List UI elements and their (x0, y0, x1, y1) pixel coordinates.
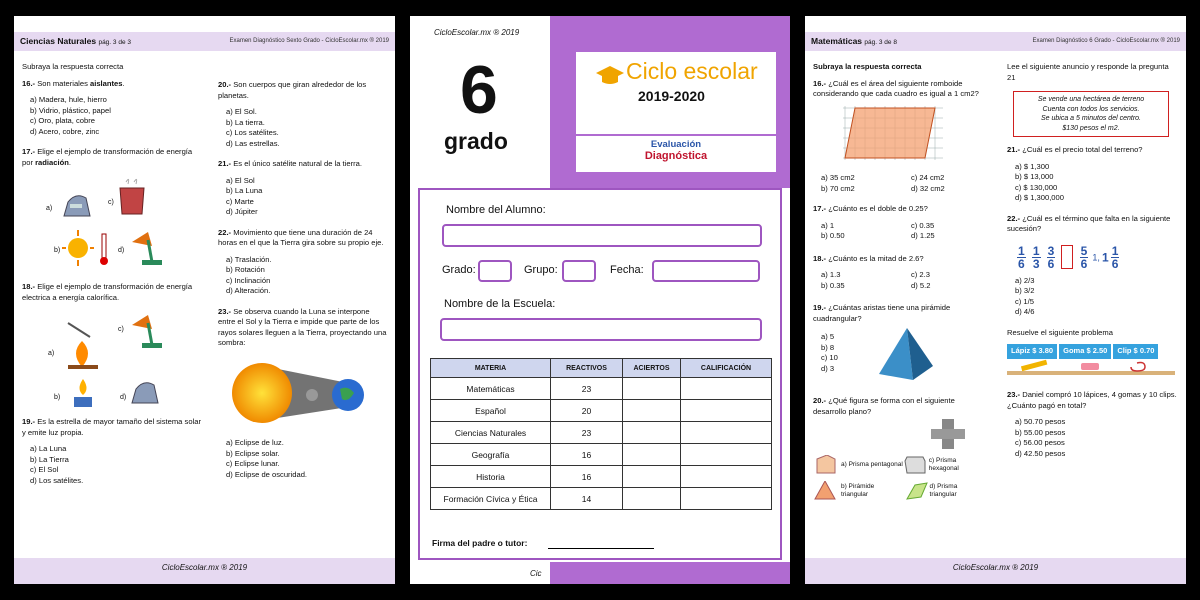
option[interactable]: a) 50.70 pesos (1015, 417, 1066, 426)
option[interactable]: c) Marte (226, 196, 254, 206)
options-21 (218, 176, 388, 218)
student-label: Nombre del Alumno: (446, 204, 546, 216)
question-16: 16.- ¿Cuál es el área del siguiente romboide considerando que cada cuadro es igual a 1 cm2? (813, 78, 979, 98)
grade-word: grado (444, 128, 508, 154)
option[interactable]: b) $ 13,000 (1015, 172, 1054, 181)
options-22 (1007, 276, 1177, 318)
ad-line: Se vende una hectárea de terreno (1037, 96, 1145, 103)
cell: 20 (551, 400, 623, 422)
price-tag: Goma $ 2.50 (1059, 344, 1111, 359)
cell[interactable] (681, 400, 772, 422)
burner-icon (68, 375, 98, 409)
iron-icon (128, 375, 162, 409)
campfire-icon (60, 319, 104, 371)
cell[interactable] (623, 444, 681, 466)
question-17: 17.- Elige el ejemplo de transformación de energía por radiación. (22, 147, 193, 167)
group-label: Grupo: (524, 264, 558, 276)
exam-info: Examen Diagnóstico 6 Grado - CicloEscolar.mx ® 2019 (1032, 38, 1180, 44)
option[interactable]: d) Los satélites. (30, 475, 84, 485)
grade-number: 6 (460, 52, 498, 128)
q18-images (22, 305, 202, 417)
cell: Historia (431, 466, 551, 488)
problem-intro: Resuelve el siguiente problema (1007, 327, 1113, 337)
option[interactable]: b) 3/2 (1015, 286, 1035, 295)
cell[interactable] (623, 400, 681, 422)
table-header: REACTIVOS (551, 359, 623, 378)
pentagonal-prism-icon (813, 455, 839, 475)
option[interactable]: b) Rotación (226, 265, 265, 274)
cell: 16 (551, 444, 623, 466)
right-column (1007, 62, 1177, 469)
label: b) (54, 247, 61, 254)
whole-number: 1, (1092, 251, 1100, 262)
option[interactable]: d) Prisma triangular (903, 481, 983, 501)
cell[interactable] (681, 444, 772, 466)
option[interactable]: d) Júpiter (226, 207, 258, 216)
hexagonal-prism-icon (903, 455, 927, 475)
lamp-icon (126, 228, 166, 268)
options-19 (821, 332, 838, 374)
price-tag: Lápiz $ 3.80 (1007, 344, 1057, 359)
table-header: ACIERTOS (623, 359, 681, 378)
option[interactable]: c) 0.35 (911, 220, 935, 230)
pyramid-icon (873, 326, 937, 382)
option[interactable]: b) La Luna (226, 186, 263, 195)
fraction: $\frac{3}{6}$ (1047, 243, 1055, 271)
option[interactable]: a) El Sol (226, 175, 255, 185)
table-header: MATERIA (431, 359, 551, 378)
question-21: 21.- Es el único satélite natural de la tierra. (218, 159, 362, 168)
footer-partial: Cic (530, 569, 542, 578)
evaluation-box (576, 136, 776, 172)
table-row (431, 400, 772, 422)
option[interactable]: a) 1 (821, 220, 835, 230)
sun-thermometer-icon (62, 228, 112, 268)
price-tags (1007, 344, 1177, 359)
group-field[interactable] (562, 260, 596, 282)
cell[interactable] (681, 378, 772, 400)
option[interactable]: b) 55.00 pesos (1015, 427, 1066, 437)
question-20: 20.- Son cuerpos que giran alrededor de los planetas. (218, 80, 367, 100)
label: a) (48, 350, 55, 357)
triangular-pyramid-icon (813, 481, 839, 501)
fraction-sequence (1015, 245, 1177, 270)
left-column (813, 62, 979, 501)
options-16 (821, 173, 979, 194)
option[interactable]: d) 32 cm2 (911, 183, 945, 193)
date-field[interactable] (652, 260, 760, 282)
triangular-prism-icon (903, 481, 928, 501)
logo-text: Ciclo escolar (626, 58, 758, 84)
options-23 (218, 438, 388, 480)
question-18: 18.- ¿Cuánto es la mitad de 2.6? (813, 253, 924, 263)
cell[interactable] (623, 378, 681, 400)
option[interactable]: c) 56.00 pesos (1015, 438, 1065, 447)
cell: 14 (551, 488, 623, 510)
cell: Matemáticas (431, 378, 551, 400)
whole-number: 1 (1102, 249, 1109, 264)
lamp-icon (126, 311, 166, 351)
cell: Ciencias Naturales (431, 422, 551, 444)
cell: 23 (551, 422, 623, 444)
student-name-field[interactable] (442, 224, 762, 247)
option[interactable]: a) La Luna (30, 444, 67, 453)
purple-footer (550, 562, 790, 584)
option[interactable]: b) Eclipse solar. (226, 448, 280, 458)
q17-images (22, 170, 202, 282)
label: b) (54, 394, 61, 401)
cell[interactable] (681, 422, 772, 444)
cell: 16 (551, 466, 623, 488)
label: c) (108, 199, 114, 206)
missing-term-box[interactable] (1061, 245, 1073, 269)
option[interactable]: a) 1.3 (821, 270, 841, 279)
option[interactable]: d) 4/6 (1015, 307, 1035, 316)
question-18: 18.- Elige el ejemplo de transformación de energía electrica a energía calorífica. (22, 282, 193, 302)
student-form (418, 188, 782, 560)
question-23: 23.- Daniel compró 10 lápices, 4 gomas y 10 clips. ¿Cuánto pagó en total? (1007, 390, 1177, 410)
table-row (431, 488, 772, 510)
option[interactable]: c) $ 130,000 (1015, 182, 1058, 192)
table-row (431, 378, 772, 400)
option[interactable]: b) La tierra. (226, 117, 265, 127)
options-20 (218, 107, 388, 149)
cell: 23 (551, 378, 623, 400)
school-label: Nombre de la Escuela: (444, 298, 556, 310)
cell: Formación Cívica y Ética (431, 488, 551, 510)
logo-box (576, 52, 776, 134)
question-19: 19.- ¿Cuántas aristas tiene una pirámide cuadrangular? (813, 303, 951, 323)
q19-block (813, 326, 979, 386)
option[interactable]: c) 2.3 (911, 270, 930, 279)
solar-eclipse-icon (228, 355, 378, 429)
score-table (430, 358, 772, 510)
option[interactable]: b) 0.35 (821, 280, 845, 290)
ad-intro: Lee el siguiente anuncio y responde la pregunta 21 (1007, 62, 1169, 82)
cell[interactable] (681, 488, 772, 510)
table-row (431, 444, 772, 466)
option[interactable]: d) Acero, cobre, zinc (30, 126, 100, 136)
option[interactable]: d) 42.50 pesos (1015, 448, 1066, 458)
option[interactable]: a) $ 1,300 (1015, 161, 1050, 171)
cover-page (410, 16, 790, 584)
option[interactable]: c) 1/5 (1015, 296, 1034, 306)
question-20: 20.- ¿Qué figura se forma con el siguiente desarrollo plano? (813, 396, 955, 416)
graduation-cap-icon (596, 64, 624, 86)
eval-line2: Diagnóstica (644, 150, 708, 162)
fraction: $\frac{1}{3}$ (1032, 243, 1040, 271)
option[interactable]: a) Madera, hule, hierro (30, 95, 107, 104)
right-column (218, 80, 388, 490)
option[interactable]: b) 70 cm2 (821, 183, 855, 193)
label: d) (118, 247, 125, 254)
option[interactable]: a) 5 (821, 332, 835, 341)
label: c) (118, 326, 124, 333)
page-header (805, 16, 1186, 51)
pot-icon (116, 176, 148, 220)
fraction: $\frac{1}{6}$ (1018, 243, 1025, 271)
question-21: 21.- ¿Cuál es el precio total del terreno? (1007, 145, 1143, 154)
date-label: Fecha: (610, 264, 644, 276)
option[interactable]: a) Prisma pentagonal (813, 455, 903, 475)
question-16: 16.- Son materiales aislantes. (22, 78, 125, 88)
option[interactable]: c) Inclinación (226, 275, 271, 285)
cell[interactable] (623, 422, 681, 444)
label: d) (120, 394, 127, 401)
options-22 (218, 255, 388, 297)
instruction: Subraya la respuesta correcta (22, 62, 124, 71)
option[interactable]: c) Prisma hexagonal (903, 455, 983, 475)
option[interactable]: c) Los satélites. (226, 128, 279, 137)
cell[interactable] (623, 488, 681, 510)
option[interactable]: d) 1.25 (911, 231, 935, 240)
option[interactable]: a) 35 cm2 (821, 173, 855, 182)
page-footer: CicloEscolar.mx ® 2019 (805, 558, 1186, 584)
options-16 (22, 95, 202, 137)
option[interactable]: c) Oro, plata, cobre (30, 116, 95, 125)
grade-label: Grado: (442, 264, 476, 276)
option[interactable]: b) Vidrio, plástico, papel (30, 105, 111, 115)
ad-line: Se ubica a 5 minutos del centro. (1040, 115, 1141, 122)
school-name-field[interactable] (440, 318, 762, 341)
option[interactable]: d) $ 1,300,000 (1015, 193, 1064, 202)
iron-icon (60, 188, 94, 222)
options-18 (821, 270, 979, 291)
eval-line1: Evaluación (650, 139, 702, 150)
subject-title: Matemáticas pág. 3 de 8 (811, 36, 897, 46)
option[interactable]: d) 3 (821, 363, 835, 373)
cell[interactable] (681, 466, 772, 488)
option[interactable]: d) Eclipse de oscuridad. (226, 469, 308, 479)
options-23 (1007, 417, 1177, 459)
option[interactable]: c) 10 (821, 353, 838, 362)
question-19: 19.- Es la estrella de mayor tamaño del sistema solar y emite luz propia. (22, 417, 201, 437)
school-years: 2019-2020 (638, 88, 705, 104)
table-header: CALIFICACIÓN (681, 359, 772, 378)
options-17 (821, 221, 979, 242)
cell: Español (431, 400, 551, 422)
cell[interactable] (623, 466, 681, 488)
option[interactable]: a) 2/3 (1015, 275, 1035, 285)
rhomboid-grid-icon (843, 106, 943, 162)
exam-info: Examen Diagnóstico Sexto Grado - CicloEscolar.mx ® 2019 (229, 38, 389, 44)
option[interactable]: a) El Sol. (226, 107, 257, 116)
signature-label: Firma del padre o tutor: (432, 538, 528, 548)
option[interactable]: a) Traslación. (226, 254, 272, 264)
left-column (22, 62, 202, 496)
fraction: $\frac{1}{6}$ (1111, 243, 1119, 271)
options-20 (813, 455, 979, 501)
page-footer: CicloEscolar.mx ® 2019 (14, 558, 395, 584)
science-page (14, 16, 395, 584)
option[interactable]: b) La Tierra (30, 454, 69, 464)
option[interactable]: c) 24 cm2 (911, 173, 945, 182)
math-page (805, 16, 1186, 584)
table-row (431, 422, 772, 444)
option[interactable]: d) 5.2 (911, 280, 931, 290)
plane-net-icon (931, 419, 965, 449)
subject-title: Ciencias Naturales pág. 3 de 3 (20, 36, 131, 46)
land-ad (1013, 91, 1169, 137)
cell: Geografía (431, 444, 551, 466)
option[interactable]: a) Eclipse de luz. (226, 438, 284, 447)
question-22: 22.- Movimiento que tiene una duración de 24 horas en el que la Tierra gira sobre su propio eje. (218, 227, 384, 247)
options-19 (22, 444, 202, 486)
option[interactable]: b) 8 (821, 342, 835, 352)
price-tag: Clip $ 0.70 (1113, 344, 1158, 359)
option[interactable]: b) 0.50 (821, 231, 845, 240)
table-row (431, 466, 772, 488)
question-17: 17.- ¿Cuánto es el doble de 0.25? (813, 204, 928, 213)
instruction: Subraya la respuesta correcta (813, 62, 922, 71)
option[interactable]: c) Eclipse lunar. (226, 459, 280, 468)
site-credit: CicloEscolar.mx ® 2019 (434, 28, 520, 37)
ad-line: Cuenta con todos los servicios. (1042, 105, 1140, 113)
option[interactable]: b) Pirámide triangular (813, 481, 903, 501)
options-21 (1007, 162, 1177, 204)
ad-line: $130 pesos el m2. (1062, 124, 1120, 132)
fraction: $\frac{5}{6}$ (1080, 243, 1088, 271)
option[interactable]: d) Alteración. (226, 286, 271, 295)
signature-line[interactable] (548, 548, 654, 549)
option[interactable]: c) El Sol (30, 465, 59, 474)
question-23: 23.- Se observa cuando la Luna se interpone entre el Sol y la Tierra e impide que parte de los rayos solares lleguen a la Tierra, proyectando una sombra: (218, 306, 387, 347)
option[interactable]: d) Las estrellas. (226, 138, 280, 148)
grade-field[interactable] (478, 260, 512, 282)
school-supplies-icon (1007, 359, 1175, 379)
page-header (14, 16, 395, 51)
question-22: 22.- ¿Cuál es el término que falta en la siguiente sucesión? (1007, 213, 1171, 233)
label: a) (46, 205, 53, 212)
